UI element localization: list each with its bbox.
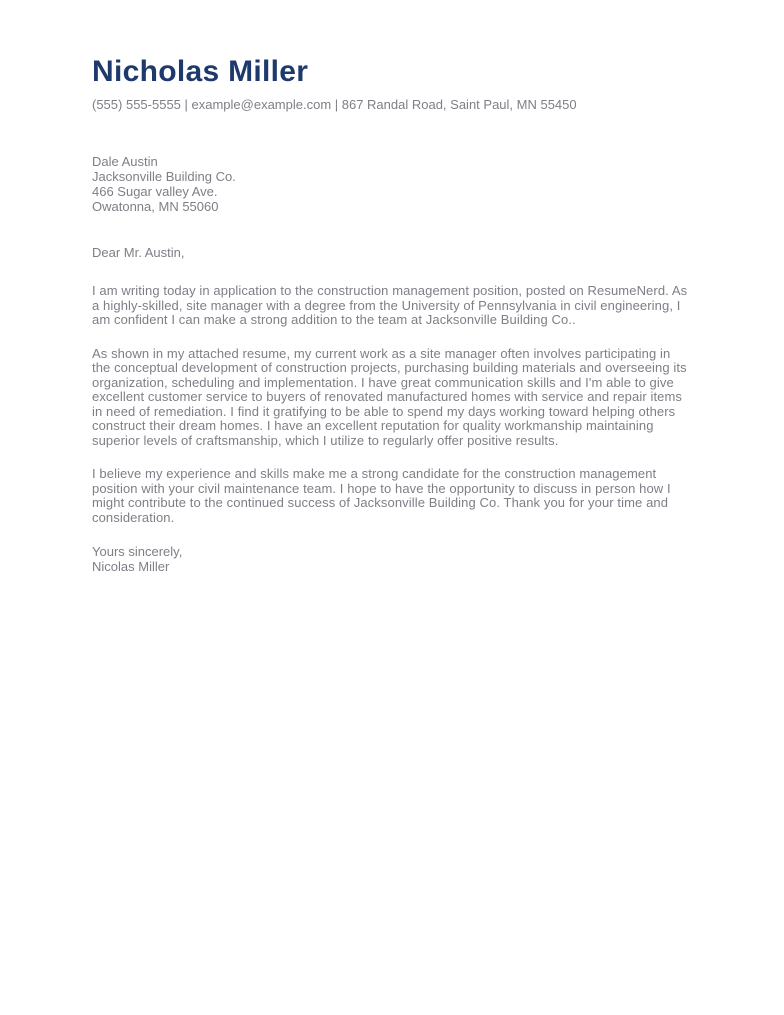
contact-info: (555) 555-5555 | example@example.com | 867 Randal Road, Saint Paul, MN 55450: [92, 96, 577, 112]
recipient-street: 466 Sugar valley Ave.: [92, 184, 218, 200]
recipient-name: Dale Austin: [92, 154, 158, 170]
letter-header: [92, 55, 692, 112]
valediction: Yours sincerely,: [92, 544, 183, 560]
salutation: Dear Mr. Austin,: [92, 245, 185, 261]
recipient-city-state-zip: Owatonna, MN 55060: [92, 199, 219, 215]
recipient-company: Jacksonville Building Co.: [92, 169, 236, 185]
body-paragraph-1: I am writing today in application to the construction management position, posted on ResumeNerd. As a highly-skilled, site manager with a degree from the University of Pennsylvania in civil engineering, I am confident I can make a strong addition to the team at Jacksonville Building Co..: [92, 283, 688, 328]
recipient-address: [92, 154, 692, 214]
applicant-name: Nicholas Miller: [92, 55, 309, 88]
signature-name: Nicolas Miller: [92, 559, 170, 575]
body-paragraph-3: I believe my experience and skills make me a strong candidate for the construction management position with your civil maintenance team. I hope to have the opportunity to discuss in person how I might contribute to the continued success of Jacksonville Building Co. Thank you for your time and consideration.: [92, 466, 671, 525]
letter-closing: [92, 544, 692, 574]
body-paragraph-2: As shown in my attached resume, my current work as a site manager often involves participating in the conceptual development of construction projects, purchasing building materials and overseeing its organization, scheduling and implementation. I have great communication skills and I'm able to give excellent customer service to buyers of renovated manufactured homes with service and repair items in need of remediation. I find it gratifying to be able to spend my days working toward helping others construct their dream homes. I have an excellent reputation for quality workmanship maintaining superior levels of craftsmanship, which I utilize to regularly offer positive results.: [92, 345, 687, 448]
letter-body: [92, 284, 692, 525]
